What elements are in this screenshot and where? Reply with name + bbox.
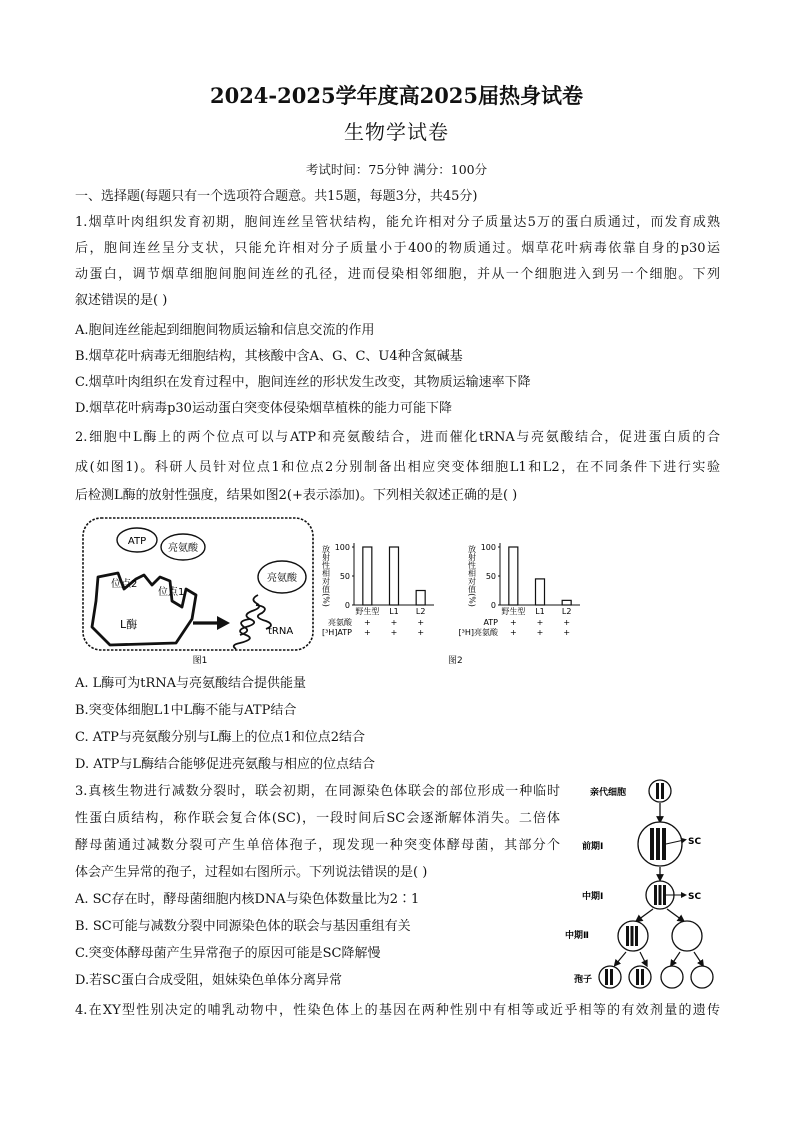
q1-option-b: B.烟草花叶病毒无细胞结构，其核酸中含A、G、C、U4种含氮碱基 <box>75 349 463 364</box>
metaphase-2-label: 中期Ⅱ <box>565 931 589 941</box>
parent-cell <box>649 780 671 802</box>
y-tick-label: 0 <box>344 601 350 610</box>
condition-label: ATP <box>483 618 498 627</box>
q1-option-d: D.烟草花叶病毒p30运动蛋白突变体侵染烟草植株的能力可能下降 <box>75 401 452 416</box>
x-tick-label: L2 <box>415 607 426 616</box>
arrow <box>640 952 646 964</box>
condition-mark: + <box>563 618 571 627</box>
chromosome <box>654 885 657 905</box>
spore-empty-cell <box>691 966 713 988</box>
section-heading: 一、选择题(每题只有一个选项符合题意。共15题，每题3分，共45分) <box>75 189 478 204</box>
q3-line: 酵母菌通过减数分裂可产生单倍体孢子，现发现一种突变体酵母菌，其部分个 <box>75 838 560 853</box>
meiosis-figure <box>560 778 735 1018</box>
exam-info: 考试时间：75分钟 满分：100分 <box>305 162 488 177</box>
q3-option-b: B. SC可能与减数分裂中同源染色体的联会与基因重组有关 <box>75 919 411 934</box>
q1-line: 叙述错误的是( ) <box>75 293 168 308</box>
condition-label: [³H]亮氨酸 <box>458 628 498 637</box>
x-tick-label: 野生型 <box>501 607 526 616</box>
condition-mark: + <box>363 618 371 627</box>
chromosome <box>605 969 608 985</box>
site-2-label: 位点2 <box>111 579 138 590</box>
parent-cell-label: 亲代细胞 <box>590 788 627 798</box>
chromosome <box>635 926 638 946</box>
bound-leucine-label: 亮氨酸 <box>267 573 297 584</box>
metaphase-1-label: 中期Ⅰ <box>582 892 604 902</box>
condition-mark: + <box>536 618 544 627</box>
q2-line: 2.细胞中L酶上的两个位点可以与ATP和亮氨酸结合，进而催化tRNA与亮氨酸结合，促进蛋白质的合 <box>75 430 720 445</box>
condition-mark: + <box>363 628 371 637</box>
chromosome <box>626 926 629 946</box>
q1-line: 动蛋白，调节烟草细胞间胞间连丝的孔径，进而侵染相邻细胞，并从一个细胞进入到另一个细胞。下列 <box>75 267 720 282</box>
condition-mark: + <box>509 628 517 637</box>
condition-mark: + <box>390 618 398 627</box>
x-tick-label: L1 <box>535 607 545 616</box>
bar <box>562 600 571 605</box>
chromosome <box>659 885 662 905</box>
atp-label: ATP <box>127 536 147 547</box>
q2-line: 后检测L酶的放射性强度，结果如图2(+表示添加)。下列相关叙述正确的是( ) <box>75 488 518 503</box>
bar <box>509 547 518 605</box>
q1-line: 1.烟草叶肉组织发育初期，胞间连丝呈管状结构，能允许相对分子质量达5万的蛋白质通过，而发育成熟 <box>75 215 720 230</box>
condition-mark: + <box>563 628 571 637</box>
condition-mark: + <box>417 618 425 627</box>
x-tick-label: 野生型 <box>355 607 380 616</box>
chromosome <box>656 828 660 860</box>
q1-line: 后，胞间连丝呈分支状，只能允许相对分子质量小于400的物质通过。烟草花叶病毒依靠自身的p30运 <box>75 241 720 256</box>
prophase-label: 前期Ⅰ <box>582 842 604 852</box>
q2-option-c: C. ATP与亮氨酸分别与L酶上的位点1和位点2结合 <box>75 730 366 745</box>
y-tick-label: 50 <box>485 572 496 581</box>
bar <box>536 579 545 605</box>
condition-label: [³H]ATP <box>321 628 352 637</box>
y-tick-label: 100 <box>480 543 496 552</box>
condition-label: 亮氨酸 <box>328 618 352 627</box>
chromosome <box>650 828 654 860</box>
chromosome <box>663 885 666 905</box>
q4-line: 4.在XY型性别决定的哺乳动物中，性染色体上的基因在两种性别中有相等或近乎相等的有效剂量的遗传 <box>75 1003 720 1018</box>
arrow <box>638 909 653 920</box>
chromosome <box>641 969 644 985</box>
spore-cell <box>629 966 651 988</box>
q2-option-a: A. L酶可为tRNA与亮氨酸结合提供能量 <box>75 676 307 691</box>
bar <box>363 547 372 605</box>
spore-label: 孢子 <box>574 975 593 985</box>
q2-option-b: B.突变体细胞L1中L酶不能与ATP结合 <box>75 703 297 718</box>
sc-label-2: SC <box>688 892 702 902</box>
condition-mark: + <box>509 618 517 627</box>
q1-option-a: A.胞间连丝能起到细胞间物质运输和信息交流的作用 <box>75 323 375 338</box>
leucine-label: 亮氨酸 <box>168 543 198 554</box>
arrow <box>616 952 626 964</box>
q3-line: 性蛋白质结构，称作联会复合体(SC)，一段时间后SC会逐渐解体消失。二倍体 <box>75 811 560 826</box>
figure-2-chart-b <box>458 525 592 645</box>
trna-molecule <box>234 595 271 649</box>
arrow <box>672 952 680 964</box>
condition-mark: + <box>536 628 544 637</box>
figure-2-chart-a <box>318 525 446 645</box>
figure-1-caption: 图1 <box>192 656 208 666</box>
condition-mark: + <box>390 628 398 637</box>
q3-option-c: C.突变体酵母菌产生异常孢子的原因可能是SC降解慢 <box>75 946 381 961</box>
q2-line: 成(如图1)。科研人员针对位点1和位点2分别制备出相应突变体细胞L1和L2，在不同条件下进行实验 <box>75 460 720 475</box>
arrow <box>667 909 682 920</box>
y-axis-label: 放射性相对值(%) <box>467 545 477 607</box>
chromosome <box>662 828 666 860</box>
y-tick-label: 0 <box>490 601 496 610</box>
l-enzyme-label: L酶 <box>120 618 138 631</box>
exam-subtitle: 生物学试卷 <box>344 120 449 144</box>
metaphase-2-empty-cell <box>672 921 702 951</box>
sc-label-1: SC <box>688 837 702 847</box>
trna-label: tRNA <box>268 626 294 637</box>
x-tick-label: L1 <box>389 607 399 616</box>
chromosome <box>636 969 639 985</box>
l-enzyme-shape <box>92 573 196 645</box>
arrow <box>694 952 702 964</box>
chromosome <box>631 926 634 946</box>
q3-line: 体会产生异常的孢子，过程如右图所示。下列说法错误的是( ) <box>75 865 428 880</box>
chromosome <box>661 783 664 799</box>
y-axis-label: 放射性相对值(%) <box>321 545 331 607</box>
y-tick-label: 100 <box>334 543 350 552</box>
chromosome <box>656 783 659 799</box>
bar <box>416 591 425 606</box>
bar <box>390 547 399 605</box>
q1-option-c: C.烟草叶肉组织在发育过程中，胞间连丝的形状发生改变，其物质运输速率下降 <box>75 375 531 390</box>
x-tick-label: L2 <box>561 607 572 616</box>
figure-1 <box>80 515 320 670</box>
y-tick-label: 50 <box>339 572 350 581</box>
condition-mark: + <box>417 628 425 637</box>
q3-option-a: A. SC存在时，酵母菌细胞内核DNA与染色体数量比为2∶1 <box>75 892 420 907</box>
spore-empty-cell <box>661 966 683 988</box>
site-1-label: 位点1 <box>158 587 185 598</box>
arrow-head-icon <box>217 616 230 630</box>
q3-line: 3.真核生物进行减数分裂时，联会初期，在同源染色体联会的部位形成一种临时 <box>75 784 560 799</box>
figure-2-caption: 图2 <box>448 656 463 666</box>
q3-option-d: D.若SC蛋白合成受阻，姐妹染色单体分离异常 <box>75 973 342 988</box>
exam-title: 2024-2025学年度高2025届热身试卷 <box>209 83 584 108</box>
q2-option-d: D. ATP与L酶结合能够促进亮氨酸与相应的位点结合 <box>75 757 375 772</box>
chromosome <box>610 969 613 985</box>
